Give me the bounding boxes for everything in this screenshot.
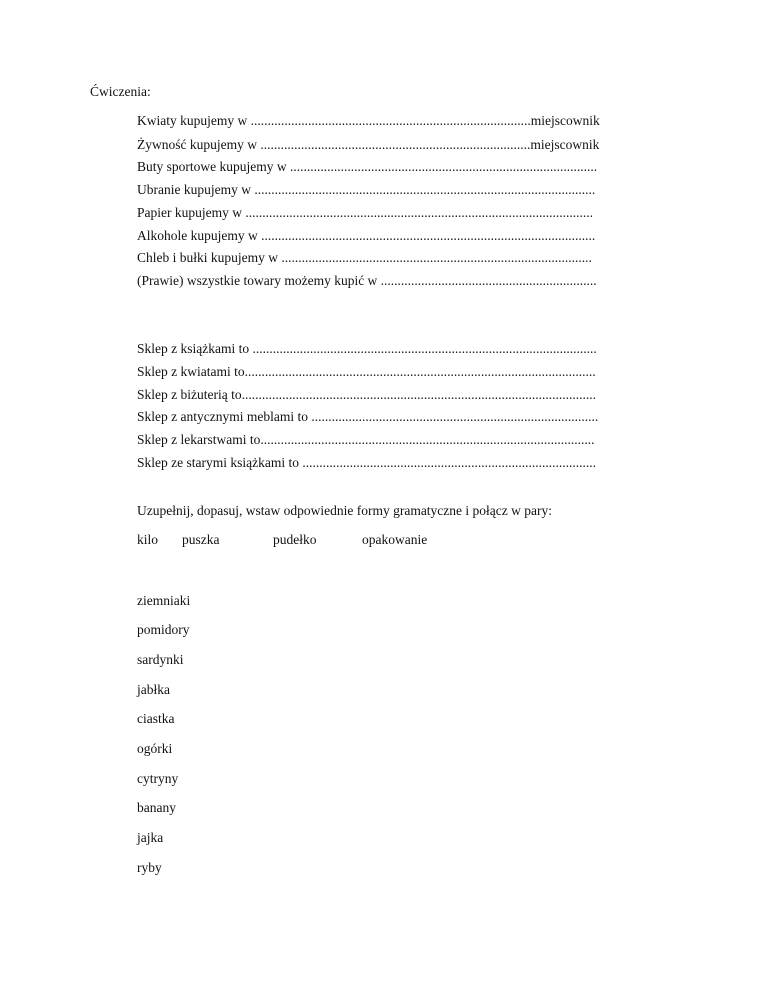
exercise-line: Kwiaty kupujemy w ...................................................................................miejscownik: [137, 113, 600, 128]
list-item: cytryny: [137, 771, 179, 786]
unit-list: [137, 532, 637, 548]
exercise-line: Buty sportowe kupujemy w ...........................................................................................: [137, 159, 598, 174]
list-item: ryby: [137, 860, 162, 875]
list-item: ziemniaki: [137, 593, 191, 608]
exercise-line: Chleb i bułki kupujemy w ............................................................................................: [137, 250, 592, 265]
exercise-line: Ubranie kupujemy w .....................................................................................................: [137, 182, 596, 197]
exercise-line: Sklep z książkami to ......................................................................................................: [137, 341, 597, 356]
unit-word: kilo: [137, 532, 159, 547]
exercise-line: Sklep ze starymi książkami to .......................................................................................: [137, 455, 596, 470]
exercise-line: Sklep z lekarstwami to...................................................................................................: [137, 432, 595, 447]
instruction: Uzupełnij, dopasuj, wstaw odpowiednie formy gramatyczne i połącz w pary:: [137, 503, 552, 518]
list-item: jabłka: [137, 682, 170, 697]
exercise-line: (Prawie) wszystkie towary możemy kupić w ................................................................: [137, 273, 597, 288]
list-item: ciastka: [137, 711, 175, 726]
unit-word: puszka: [182, 532, 220, 547]
list-item: banany: [137, 800, 176, 815]
page-heading: Ćwiczenia:: [90, 84, 151, 99]
exercise-line: Żywność kupujemy w ................................................................................miejscownik: [137, 137, 600, 152]
exercise-line: Sklep z antycznymi meblami to .....................................................................................: [137, 409, 599, 424]
list-item: ogórki: [137, 741, 173, 756]
exercise-line: Alkohole kupujemy w ...................................................................................................: [137, 228, 596, 243]
exercise-line: Papier kupujemy w .......................................................................................................: [137, 205, 593, 220]
list-item: jajka: [137, 830, 164, 845]
list-item: pomidory: [137, 622, 190, 637]
unit-word: opakowanie: [362, 532, 428, 547]
exercise-line: Sklep z biżuterią to.........................................................................................................: [137, 387, 596, 402]
list-item: sardynki: [137, 652, 184, 667]
exercise-line: Sklep z kwiatami to........................................................................................................: [137, 364, 596, 379]
unit-word: pudełko: [273, 532, 317, 547]
